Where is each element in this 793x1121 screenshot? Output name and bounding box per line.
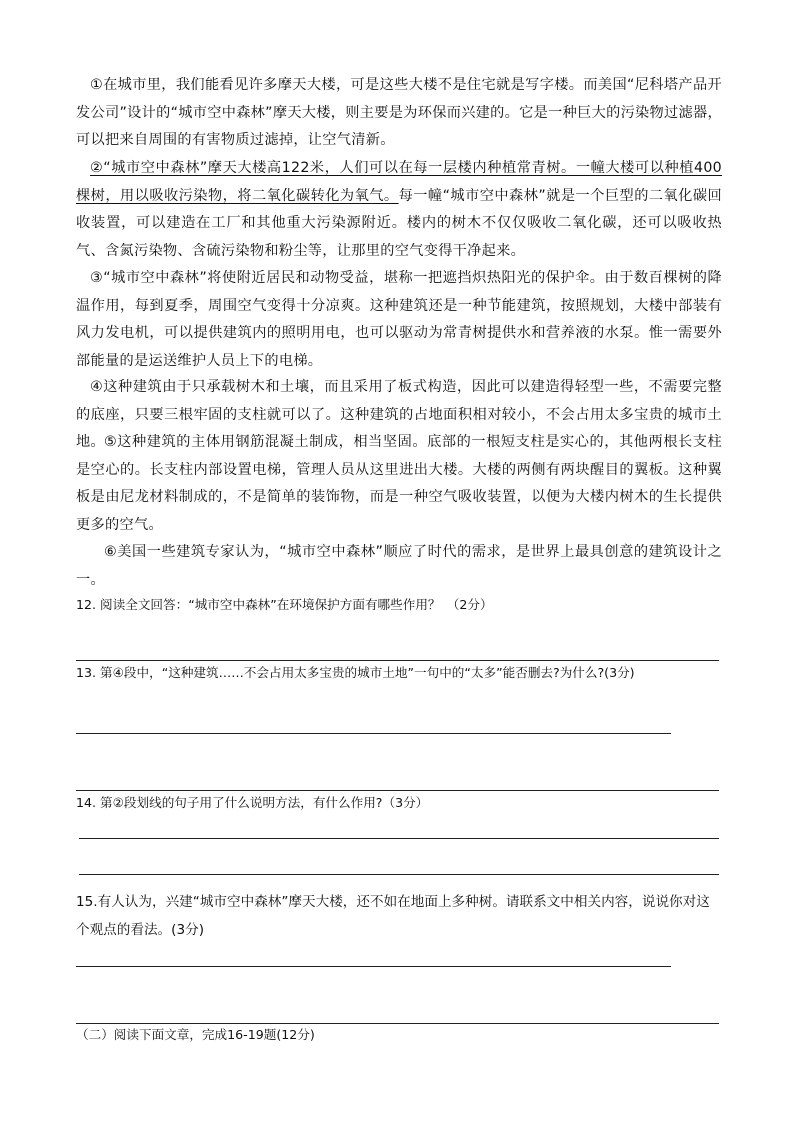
paragraph-3: ③“城市空中森林”将使附近居民和动物受益，堪称一把遮挡炽热阳光的保护伞。由于数百棵树的降温作用，每到夏季，周围空气变得十分凉爽。这种建筑还是一种节能建筑，按照规划，大楼中部装有风力发电机，可以提供建筑内的照明用电，也可以驱动为常青树提供水和营养液的水泵。惟一需要外部能量的是运送维护人员上下的电梯。 [76, 270, 722, 369]
question-15: 15.有人认为，兴建“城市空中森林”摩天大楼，还不如在地面上多种树。请联系文中相关内容，说说你对这个观点的看法。(3分) [76, 894, 710, 938]
paragraph-6: ⑥美国一些建筑专家认为，“城市空中森林”顺应了时代的需求，是世界上最具创意的建筑设计之一。 [76, 544, 722, 588]
section-2-heading: （二）阅读下面文章，完成16-19题(12分) [76, 1027, 315, 1042]
answer-line[interactable] [76, 733, 671, 734]
underlined-sentence: ②“城市空中森林”摩天大楼高122米，人们可以在每一层楼内种植常青树。一幢大楼可以种植400棵树，用以吸收污染物，将二氧化碳转化为氧气。 [76, 160, 722, 204]
question-12: 12. 阅读全文回答：“城市空中森林”在环境保护方面有哪些作用？ （2分） [76, 597, 493, 612]
paragraph-2 [76, 155, 722, 265]
answer-line[interactable] [76, 966, 671, 967]
paragraph-2-rest: 每一幢“城市空中森林”就是一个巨型的二氧化碳回收装置，可以建造在工厂和其他重大污染源附近。楼内的树木不仅仅吸收二氧化碳，还可以吸收热气、含氮污染物、含硫污染物和粉尘等，让那里的空气变得干净起来。 [76, 187, 722, 259]
paragraph-1: ①在城市里，我们能看见许多摩天大楼，可是这些大楼不是住宅就是写字楼。而美国“尼科塔产品开发公司”设计的“城市空中森林”摩天大楼，则主要是为环保而兴建的。它是一种巨大的污染物过滤器，可以把来自周围的有害物质过滤掉，让空气清新。 [76, 77, 722, 148]
paragraph-4: ④这种建筑由于只承载树木和土壤，而且采用了板式构造，因此可以建造得轻型一些，不需要完整的底座，只要三根牢固的支柱就可以了。这种建筑的占地面积相对较小，不会占用太多宝贵的城市土地。 [76, 379, 722, 450]
question-13: 13. 第④段中，“这种建筑……不会占用太多宝贵的城市土地”一句中的“太多”能否删去?为什么?(3分) [76, 665, 635, 680]
question-14: 14. 第②段划线的句子用了什么说明方法，有什么作用?（3分） [76, 795, 429, 810]
paragraph-5: ⑤这种建筑的主体用钢筋混凝土制成，相当坚固。底部的一根短支柱是实心的，其他两根长支柱是空心的。长支柱内部设置电梯，管理人员从这里进出大楼。大楼的两侧有两块醒目的翼板。这种翼板是由尼龙材料制成的，不是简单的装饰物，而是一种空气吸收装置，以便为大楼内树木的生长提供更多的空气。 [76, 434, 722, 533]
answer-line[interactable] [79, 838, 719, 839]
answer-line[interactable] [79, 874, 719, 875]
